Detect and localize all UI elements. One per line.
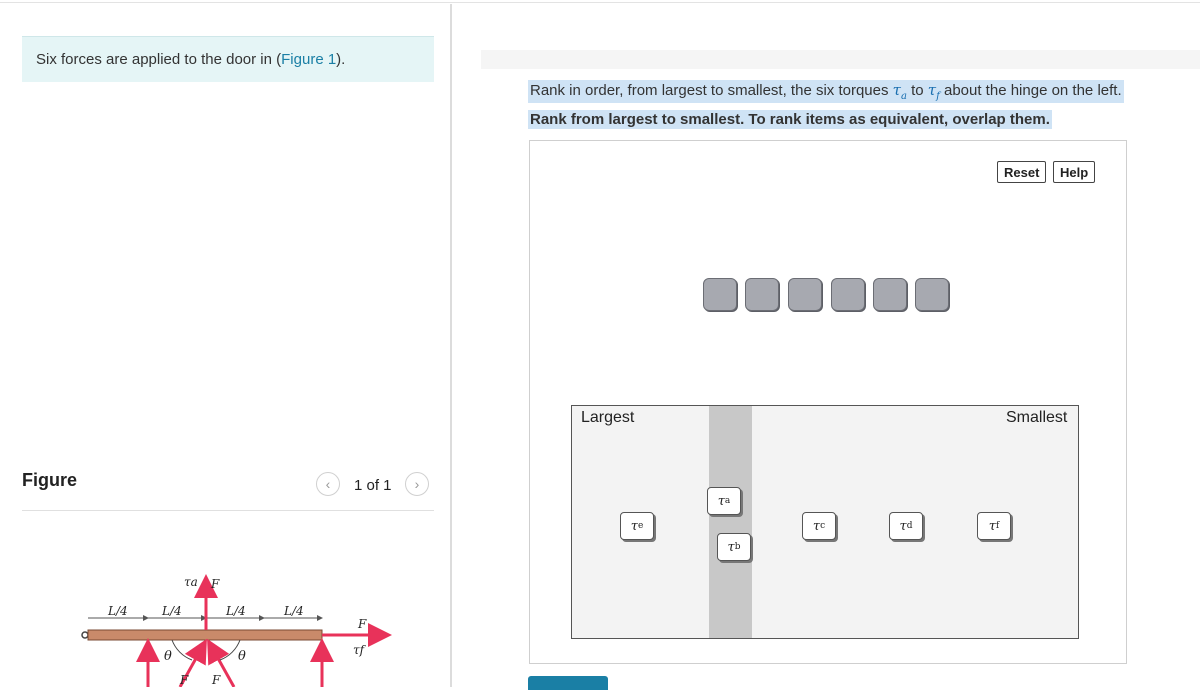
torque-symbol: $\tau_f$ <box>927 81 940 102</box>
chevron-left-icon: ‹ <box>325 476 331 492</box>
figure-divider <box>22 510 434 511</box>
question-prefix: Rank in order, from largest to smallest, the six torques <box>530 82 893 99</box>
force-label: F <box>358 617 367 631</box>
largest-label: Largest <box>581 409 635 426</box>
prev-figure-button[interactable] <box>316 472 340 496</box>
empty-slot[interactable] <box>745 278 779 311</box>
empty-slot[interactable] <box>831 278 865 311</box>
question-suffix: about the hinge on the left. <box>939 82 1122 99</box>
figure-counter: 1 of 1 <box>354 477 392 494</box>
hinge <box>82 632 88 638</box>
empty-slot[interactable] <box>873 278 907 311</box>
segment-label: L/4 <box>226 604 246 618</box>
drop-highlight <box>709 406 752 638</box>
torque-card-d[interactable]: τ d <box>889 512 923 540</box>
force-label: F <box>180 673 189 687</box>
force-label: F <box>212 673 221 687</box>
column-divider <box>450 4 452 687</box>
intro-text: Six forces are applied to the door in ( <box>36 51 282 68</box>
angle-label: θ <box>164 649 172 664</box>
door <box>88 630 322 640</box>
force-label: F <box>211 577 220 591</box>
torque-card-f[interactable]: τ f <box>977 512 1011 540</box>
segment-label: L/4 <box>162 604 182 618</box>
next-figure-button[interactable] <box>405 472 429 496</box>
torque-symbol: $\tau_a$ <box>892 81 907 102</box>
question-text <box>528 80 1124 103</box>
intro-suffix: ). <box>336 51 346 68</box>
instruction-text: Rank from largest to smallest. To rank items as equivalent, overlap them. <box>530 111 1050 128</box>
segment-label: L/4 <box>284 604 304 618</box>
torque-card-b[interactable]: τ b <box>717 533 751 561</box>
angle-label: θ <box>238 649 246 664</box>
angle-arc <box>172 640 192 660</box>
empty-slot[interactable] <box>915 278 949 311</box>
question-middle: to <box>906 82 928 99</box>
figure-title: Figure <box>22 470 78 490</box>
empty-slot[interactable] <box>788 278 822 311</box>
reset-button[interactable]: Reset <box>997 161 1046 183</box>
smallest-label: Smallest <box>1006 409 1068 426</box>
submit-button[interactable] <box>528 676 608 690</box>
torque-card-e[interactable]: τ e <box>620 512 654 540</box>
header-band <box>481 50 1200 69</box>
problem-intro <box>22 36 434 82</box>
help-button[interactable]: Help <box>1053 161 1095 183</box>
torque-card-a[interactable]: τ a <box>707 487 741 515</box>
angle-arc <box>220 640 240 660</box>
torque-a-label: τa <box>184 575 198 589</box>
segment-label: L/4 <box>108 604 128 618</box>
chevron-right-icon: › <box>414 476 420 492</box>
top-border <box>0 2 1200 3</box>
door-diagram <box>60 560 420 687</box>
figure-link[interactable]: Figure 1 <box>281 51 337 68</box>
torque-f-label: τf <box>353 643 365 657</box>
torque-card-c[interactable]: τ c <box>802 512 836 540</box>
empty-slot[interactable] <box>703 278 737 311</box>
